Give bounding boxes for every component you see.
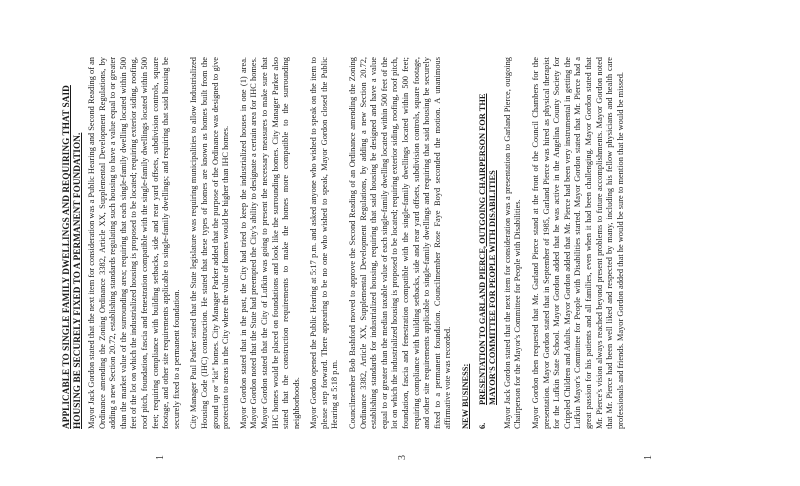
- paragraph-motion: Councilmember Bob Bashford moved to approve the Second Reading of an Ordinance amending the Zoning Ordinance 3382, Article XX, Supplemental Development Regulations, by adding a new Section 20.72, establishing standards for industrialized housing, requiring that said housing be designed and have a value equal to or greater than the median taxable value of each single-family dwelling located within 500 feet of the lot on which the industrialized housing is proposed to be located; requiring exterior siding, roofing, roof pitch, foundation, fascia and fenestration compatible with the single-family dwellings located within 500 feet; requiring compliance with building setbacks, side and rear yard offsets, subdivision controls, square footage, and other site requirements applicable to single-family dwellings and requiring that said housing be securely fixed to a permanent foundation. Councilmember Rose Faye Boyd seconded the motion. A unanimous affirmative vote was recorded.: [348, 57, 453, 429]
- margin-mark-middle: 3: [397, 455, 408, 460]
- item-heading: PRESENTATION TO GARLAND PIERCE, OUTGOING CHAIRPERSON FOR THE MAYOR'S COMMITTEE FOR PEOPLE WITH DISABILITIES: [477, 93, 498, 405]
- paragraph-city-manager: City Manager Paul Parker stated that the State legislature was requiring municipalities to allow Industrialized Housing Code (IHC) construction. He stated that these types of homes are known as homes built from the ground up or "kit" homes. City Manager Parker added that the purpose of the Ordinance was designed to give protection to areas in the City where the value of homes would be higher than IHC homes.: [189, 57, 231, 429]
- agenda-item-6: [478, 57, 499, 429]
- paragraph-presentation-detail: Mayor Gordon then requested that Mr. Garland Pierce stand at the front of the Council Chambers for the presentation. Mayor Gordon stated that in September of 1985, Garland Pierce was hired as physical therapist for the Lufkin State School. Mayor Gordon added that he was active in the Angelina County Society for Crippled Children and Adults. Mayor Gordon added that Mr. Pierce had been very instrumental in getting the Lufkin Mayor's Committee for People with Disabilities started. Mayor Gordon stated that Mr. Pierce had a great passion for his patients and all families, even when it had been challenging. Mayor Gordon stated that Mr. Pierce's vision always reached beyond present problems to future accomplishments. Mayor Gordon noted that Mr. Pierce had been well liked and respected by many, including his fellow physicians and health care professionals and friends. Mayor Gordon added that he would be sure to mention that he would be missed.: [530, 57, 625, 429]
- margin-mark-right: 1: [643, 455, 654, 460]
- item-number: 6.: [477, 422, 487, 429]
- paragraph-mayor-history: Mayor Gordon stated that in the past, the City had tried to keep the industrialized houses in one (1) area. Mayor Gordon noted that the State had preempted the City's ability to designate a certain area for IHC homes. Mayor Gordon stated that the City of Lufkin was going to present the necessary measures to make sure that IHC homes would be placed on foundations and look like the surrounding homes. City Manager Parker also stated that the construction requirements to make the homes more compatible to the surrounding neighborhoods.: [238, 57, 301, 429]
- paragraph-public-hearing: Mayor Gordon opened the Public Hearing at 5:17 p.m. and asked anyone who wished to speak on the item to please step forward. There appearing to be no one who wished to speak, Mayor Gordon closed the Public Hearing at 5:18 p.m.: [309, 57, 340, 429]
- margin-mark-left: 1: [155, 455, 166, 460]
- paragraph-hearing-intro: Mayor Jack Gordon stated that the next item for consideration was a Public Hearing and Second Reading of an Ordinance amending the Zoning Ordinance 3382, Article XX, Supplemental Development Regulations, by adding a new Section 20.72, establishing standards regulating such housing to have a value equal to or greater than the market value of the surrounding area; requiring that each single-family dwelling located within 500 feet of the lot on which the industrialized housing is proposed to be located; requiring exterior siding, roofing, roof pitch, foundation, fascia and fenestration compatible with the single-family dwellings located within 500 feet; requiring compliance with building setbacks, side and rear yard offsets, subdivision controls, square footage, and other site requirements applicable to single-family dwellings; and requiring that said housing be securely fixed to a permanent foundation.: [87, 57, 181, 429]
- new-business-label: NEW BUSINESS:: [461, 363, 470, 429]
- ordinance-heading: APPLICABLE TO SINGLE FAMILY DWELLINGS AND REQUIRING THAT SAID HOUSING BE SECURELY FIXED TO A PERMANENT FOUNDATION.: [61, 85, 82, 429]
- paragraph-presentation-intro: Mayor Jack Gordon stated that the next item for consideration was a presentation to Garland Pierce, outgoing Chairperson for the Mayor's Committee for People with Disabilities.: [502, 57, 523, 429]
- rotated-minutes-text: [35, 53, 765, 433]
